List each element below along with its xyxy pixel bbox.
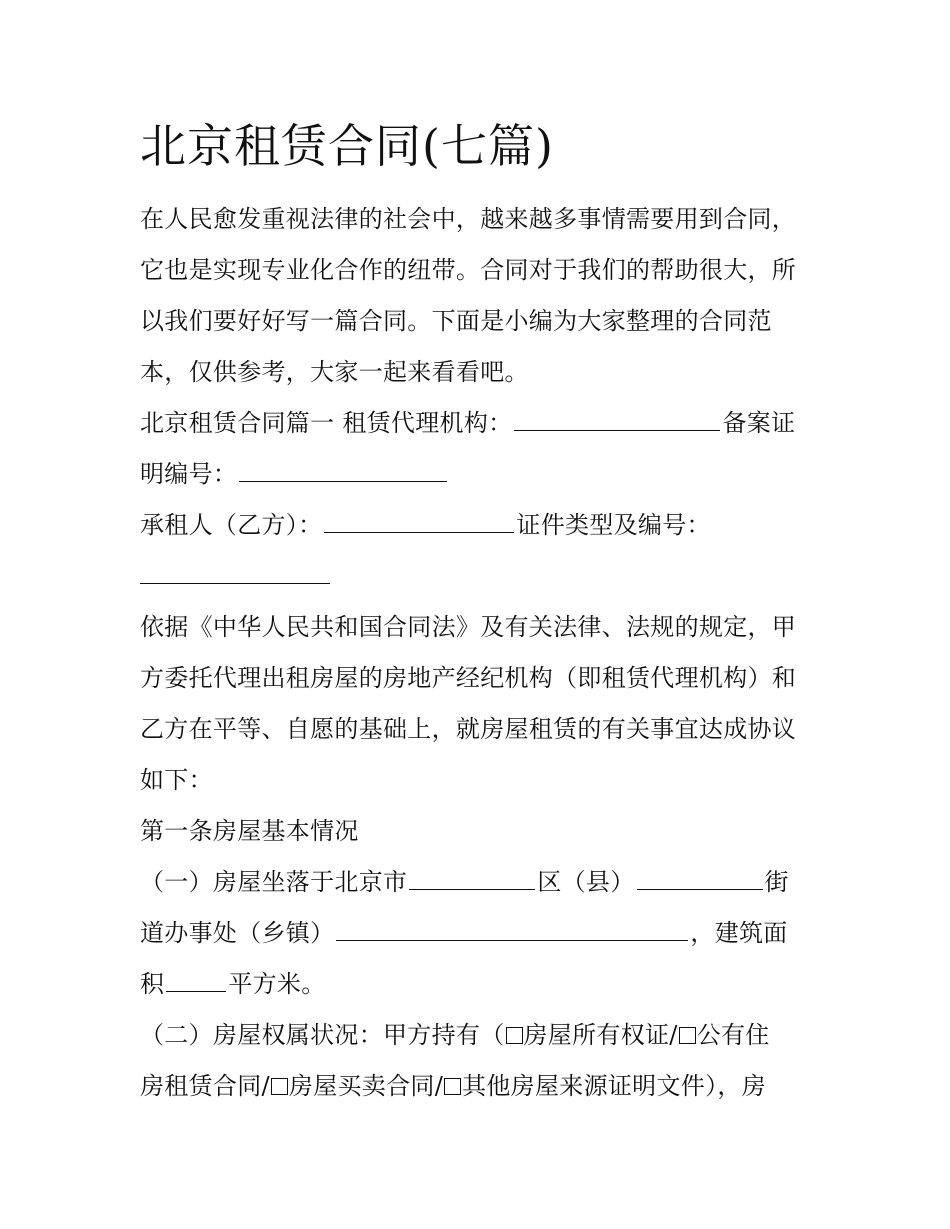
tenant-label: 承租人（乙方）： [140, 511, 323, 539]
public-housing-label: 公有住 [696, 1021, 770, 1049]
item-1-line-2 [140, 908, 820, 959]
document-title: 北京租赁合同(七篇) [140, 119, 554, 173]
ownership-cert-label: 房屋所有权证/ [523, 1021, 678, 1049]
agency-blank[interactable] [514, 408, 720, 431]
item-2-line-2 [140, 1061, 820, 1112]
intro-line-2: 它也是实现专业化合作的纽带。合同对于我们的帮助很大，所 [140, 256, 797, 284]
area-blank[interactable] [166, 969, 226, 992]
id-number-blank[interactable] [140, 561, 330, 584]
ownership-label: （二）房屋权属状况：甲方持有（ [140, 1021, 505, 1049]
id-number-line [140, 551, 820, 602]
street-label: 街 [764, 868, 789, 896]
purchase-contract-checkbox[interactable] [271, 1078, 288, 1095]
document-page [140, 112, 820, 1112]
intro-line-4: 本，仅供参考，大家一起来看看吧。 [140, 358, 529, 386]
id-type-label: 证件类型及编号： [516, 511, 711, 539]
area-unit: 平方米。 [228, 970, 326, 998]
ownership-cert-checkbox[interactable] [506, 1027, 523, 1044]
basis-line-1: 依据《中华人民共和国合同法》及有关法律、法规的规定，甲 [140, 613, 797, 641]
basis-line-3: 乙方在平等、自愿的基础上，就房屋租赁的有关事宜达成协议 [140, 715, 797, 743]
cert-line [140, 449, 820, 500]
intro-line-3: 以我们要好好写一篇合同。下面是小编为大家整理的合同范 [140, 307, 772, 335]
tenant-line [140, 500, 820, 551]
item-1-line-3 [140, 959, 820, 1010]
agency-line [140, 398, 820, 449]
item-2-line-1 [140, 1010, 820, 1061]
cert-label-end: 明编号： [140, 460, 238, 488]
tenant-name-blank[interactable] [324, 510, 514, 533]
location-label: （一）房屋坐落于北京市 [140, 868, 408, 896]
cert-label-start: 备案证 [722, 409, 796, 437]
basis-line-4: 如下： [140, 766, 213, 794]
public-housing-checkbox[interactable] [679, 1027, 696, 1044]
other-proof-checkbox[interactable] [444, 1078, 461, 1095]
township-label: 道办事处（乡镇） [140, 919, 335, 947]
intro-line-1: 在人民愈发重视法律的社会中，越来越多事情需要用到合同， [140, 205, 797, 233]
area-label-end: 积 [140, 970, 165, 998]
basis-line-2: 方委托代理出租房屋的房地产经纪机构（即租赁代理机构）和 [140, 664, 797, 692]
purchase-contract-label: 房屋买卖合同/ [288, 1072, 444, 1100]
article-1-title: 第一条房屋基本情况 [140, 817, 359, 845]
district-label: 区（县） [537, 868, 635, 896]
agency-label: 北京租赁合同篇一 租赁代理机构： [140, 409, 513, 437]
street-blank[interactable] [637, 867, 763, 890]
district-blank[interactable] [409, 867, 535, 890]
cert-number-blank[interactable] [239, 459, 447, 482]
item-1-line-1 [140, 857, 820, 908]
township-blank[interactable] [336, 918, 688, 941]
public-housing-label-end: 房租赁合同/ [140, 1072, 270, 1100]
area-label-start: ，建筑面 [690, 919, 788, 947]
other-proof-label: 其他房屋来源证明文件），房 [462, 1072, 766, 1100]
